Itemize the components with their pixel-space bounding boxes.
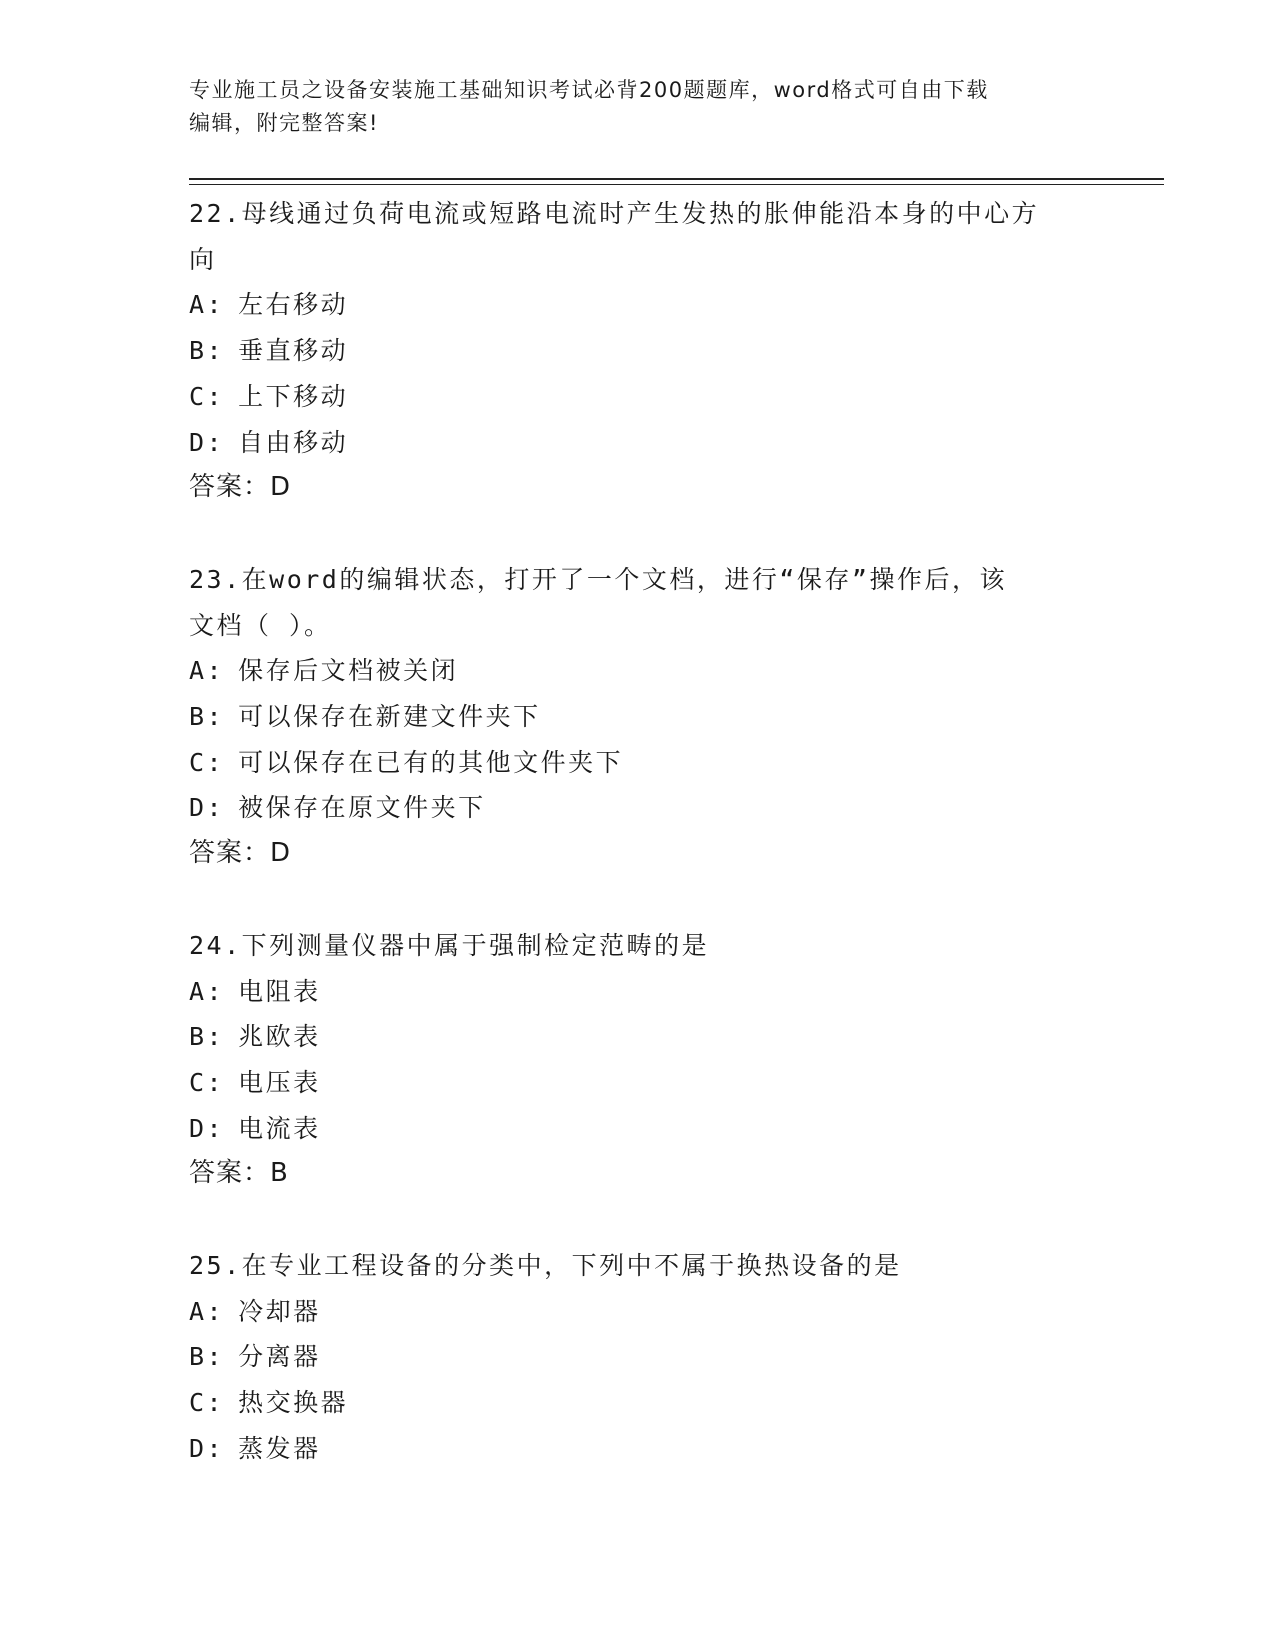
option-letter: D: [189, 427, 225, 457]
option-d [189, 1106, 1089, 1152]
question-stem-line: 24.下列测量仪器中属于强制检定范畴的是 [189, 930, 710, 960]
option-letter: D: [189, 1433, 225, 1463]
question-stem-line: 22.母线通过负荷电流或短路电流时产生发热的胀伸能沿本身的中心方 [189, 199, 1040, 228]
question-stem-line: 文档（ ）。 [189, 610, 332, 640]
option-c [189, 1380, 1089, 1426]
option-text: 电压表 [238, 1067, 321, 1097]
answer-line: 答案：D [189, 472, 292, 503]
question-24 [189, 923, 1089, 1197]
option-text: 兆欧表 [238, 1022, 321, 1052]
option-a [189, 969, 1089, 1015]
option-c [189, 374, 1089, 420]
option-letter: A: [189, 1296, 225, 1326]
header-line-2: 编辑，附完整答案! [189, 111, 379, 135]
option-letter: D: [189, 1113, 225, 1143]
option-text: 电流表 [238, 1113, 321, 1143]
option-a [189, 1289, 1089, 1335]
option-letter: A: [189, 656, 225, 686]
answer-line: 答案：D [189, 838, 292, 869]
option-text: 被保存在原文件夹下 [238, 793, 486, 823]
answer-line: 答案：B [189, 1158, 289, 1189]
option-c [189, 1060, 1089, 1106]
question-stem-line: 23.在word的编辑状态，打开了一个文档，进行“保存”操作后，该 [189, 564, 1007, 594]
option-text: 电阻表 [238, 976, 321, 1006]
option-text: 分离器 [238, 1342, 321, 1372]
question-23 [189, 557, 1089, 877]
option-b [189, 1014, 1089, 1060]
option-letter: B: [189, 336, 225, 366]
option-letter: C: [189, 381, 225, 411]
option-letter: D: [189, 793, 225, 823]
option-letter: C: [189, 1067, 225, 1097]
option-text: 冷却器 [238, 1296, 321, 1326]
option-d [189, 1426, 1089, 1472]
option-d [189, 785, 1089, 831]
option-c [189, 740, 1089, 786]
question-list [189, 191, 1089, 1518]
option-letter: C: [189, 747, 225, 777]
option-letter: B: [189, 1342, 225, 1372]
option-b [189, 1334, 1089, 1380]
header-divider-thin [189, 184, 1164, 185]
option-letter: A: [189, 976, 225, 1006]
question-stem-line: 25.在专业工程设备的分类中，下列中不属于换热设备的是 [189, 1251, 902, 1281]
option-text: 热交换器 [238, 1388, 349, 1418]
option-letter: B: [189, 702, 225, 732]
option-d [189, 420, 1089, 466]
question-25 [189, 1243, 1089, 1472]
option-text: 自由移动 [238, 427, 349, 457]
option-text: 垂直移动 [238, 336, 349, 366]
question-stem-line: 向 [189, 244, 217, 274]
option-a [189, 282, 1089, 328]
option-text: 左右移动 [238, 290, 349, 320]
option-letter: B: [189, 1022, 225, 1052]
option-text: 可以保存在新建文件夹下 [238, 702, 541, 732]
question-22 [189, 191, 1089, 511]
option-letter: A: [189, 290, 225, 320]
option-b [189, 694, 1089, 740]
option-text: 保存后文档被关闭 [238, 656, 459, 686]
document-header [189, 74, 1069, 140]
option-text: 可以保存在已有的其他文件夹下 [238, 747, 624, 777]
option-text: 上下移动 [238, 381, 349, 411]
option-b [189, 328, 1089, 374]
header-divider-thick [189, 178, 1164, 180]
header-line-1: 专业施工员之设备安装施工基础知识考试必背200题题库，word格式可自由下载 [189, 78, 989, 102]
option-text: 蒸发器 [238, 1433, 321, 1463]
option-letter: C: [189, 1388, 225, 1418]
option-a [189, 648, 1089, 694]
